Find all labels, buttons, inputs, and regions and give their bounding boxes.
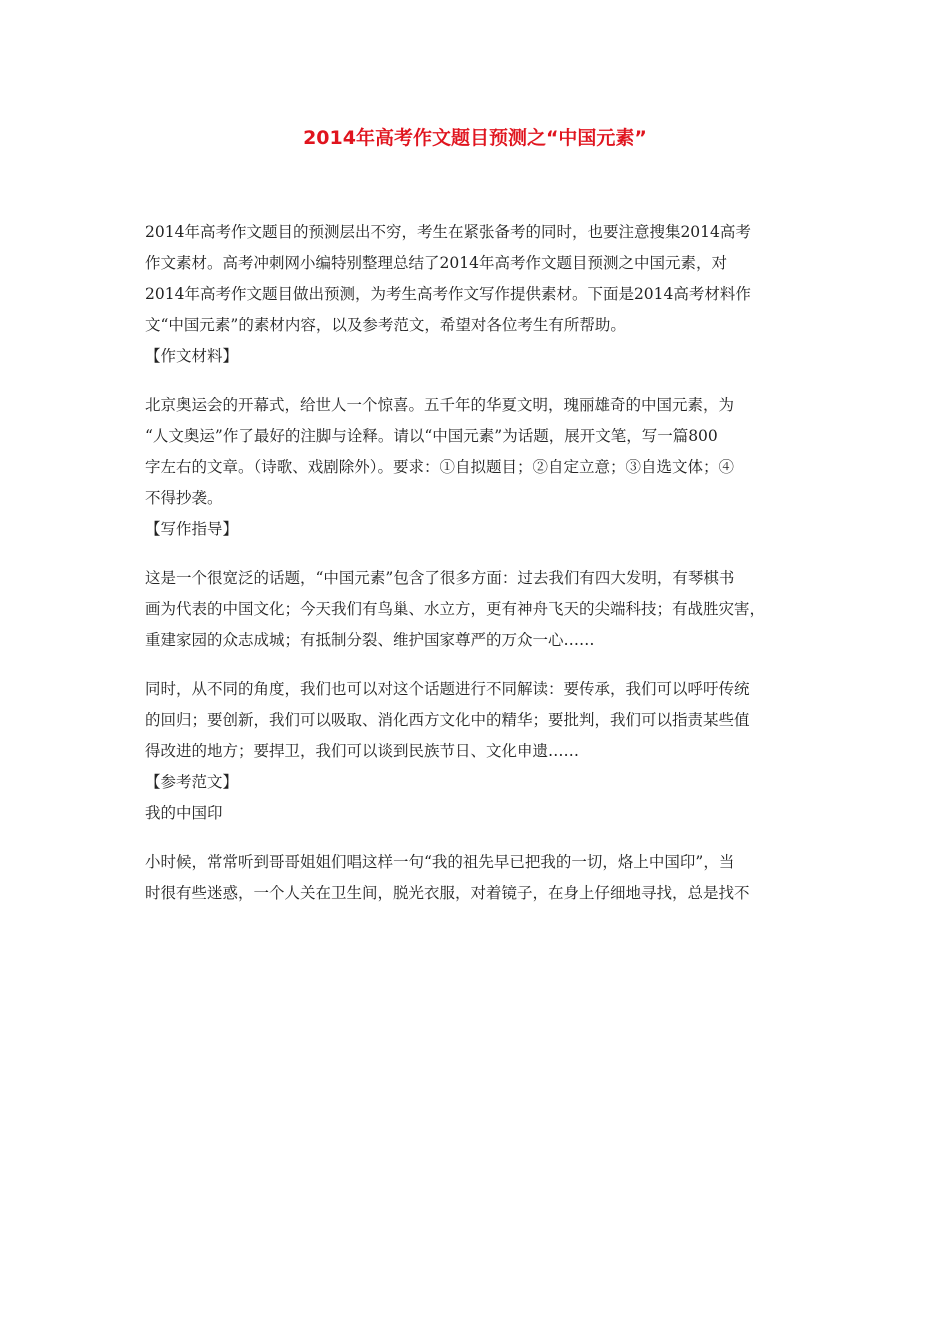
sample-line: 时很有些迷惑，一个人关在卫生间，脱光衣服，对着镜子，在身上仔细地寻找，总是找不	[145, 884, 750, 902]
material-line: 北京奥运会的开幕式，给世人一个惊喜。五千年的华夏文明，瑰丽雄奇的中国元素，为	[145, 396, 735, 414]
intro-line: 2014年高考作文题目做出预测，为考生高考作文写作提供素材。下面是2014高考材料作	[145, 285, 751, 303]
section-heading-guide: 【写作指导】	[145, 520, 239, 538]
material-line: 字左右的文章。（诗歌、戏剧除外）。要求：①自拟题目；②自定立意；③自选文体；④	[145, 458, 735, 476]
material-line: 不得抄袭。	[145, 489, 223, 507]
section-heading-material: 【作文材料】	[145, 347, 239, 365]
section-heading-sample: 【参考范文】	[145, 773, 239, 791]
document-body	[145, 217, 810, 909]
guide-paragraph-2	[145, 674, 810, 767]
guide-line: 画为代表的中国文化；今天我们有鸟巢、水立方，更有神舟飞天的尖端科技；有战胜灾害，	[145, 600, 766, 618]
guide-paragraph-1	[145, 563, 810, 656]
page-title: 2014年高考作文题目预测之“中国元素”	[303, 127, 647, 149]
guide-line: 得改进的地方；要捍卫，我们可以谈到民族节日、文化申遗……	[145, 742, 580, 760]
intro-line: 2014年高考作文题目的预测层出不穷，考生在紧张备考的同时，也要注意搜集2014高考	[145, 223, 751, 241]
guide-line: 同时，从不同的角度，我们也可以对这个话题进行不同解读：要传承，我们可以呼吁传统	[145, 680, 750, 698]
intro-line: 作文素材。高考冲刺网小编特别整理总结了2014年高考作文题目预测之中国元素，对	[145, 254, 727, 272]
sample-essay-title: 我的中国印	[145, 804, 223, 822]
sample-paragraph	[145, 847, 810, 909]
intro-paragraph	[145, 217, 810, 341]
guide-line: 这是一个很宽泛的话题，“中国元素”包含了很多方面：过去我们有四大发明，有琴棋书	[145, 569, 735, 587]
intro-line: 文“中国元素”的素材内容，以及参考范文，希望对各位考生有所帮助。	[145, 316, 626, 334]
guide-line: 重建家园的众志成城；有抵制分裂、维护国家尊严的万众一心……	[145, 631, 595, 649]
material-paragraph	[145, 390, 810, 514]
material-line: “人文奥运”作了最好的注脚与诠释。请以“中国元素”为话题，展开文笔，写一篇800	[145, 427, 718, 445]
guide-line: 的回归；要创新，我们可以吸取、消化西方文化中的精华；要批判，我们可以指责某些值	[145, 711, 750, 729]
sample-line: 小时候，常常听到哥哥姐姐们唱这样一句“我的祖先早已把我的一切，烙上中国印”，当	[145, 853, 735, 871]
